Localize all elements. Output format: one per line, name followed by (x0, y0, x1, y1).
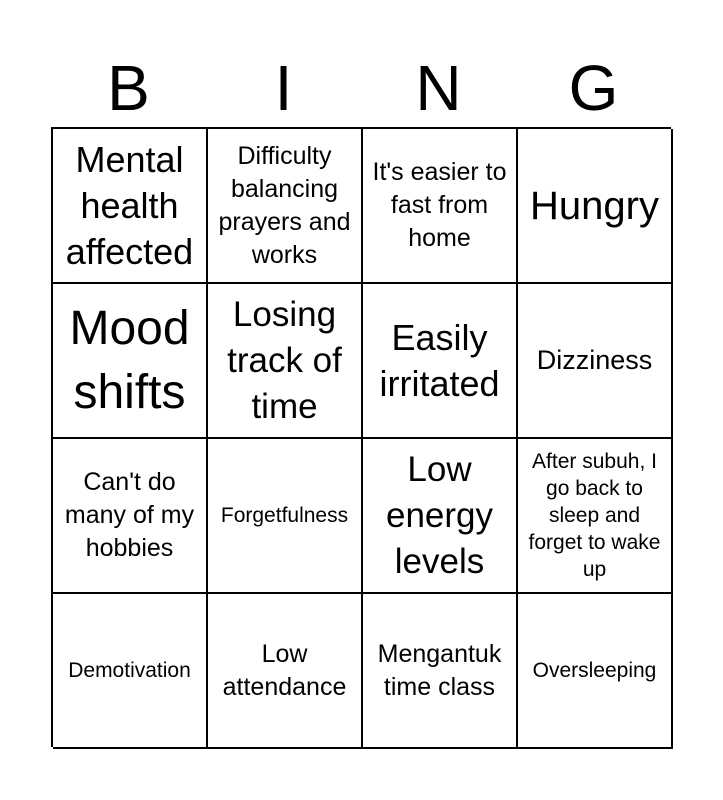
bingo-cell[interactable] (518, 439, 673, 594)
bingo-cell[interactable] (53, 439, 208, 594)
cell-text: Demotivation (68, 659, 191, 682)
bingo-cell[interactable] (363, 129, 518, 284)
cell-text: Oversleeping (532, 659, 657, 682)
cell-text: Hungry (530, 183, 659, 228)
bingo-cell[interactable] (518, 594, 673, 749)
bingo-cell[interactable] (208, 284, 363, 439)
cell-text: Can't do many of my hobbies (64, 468, 195, 562)
bingo-cell[interactable] (363, 439, 518, 594)
bingo-cell[interactable] (518, 284, 673, 439)
cell-text: Mood shifts (69, 301, 190, 419)
bingo-cell[interactable] (53, 594, 208, 749)
cell-text: Low energy levels (385, 449, 494, 581)
bingo-header (51, 50, 671, 126)
bingo-cell[interactable] (518, 129, 673, 284)
bingo-cell[interactable] (363, 284, 518, 439)
bingo-grid (51, 127, 671, 747)
bingo-cell[interactable] (208, 594, 363, 749)
cell-text: Losing track of time (227, 294, 342, 426)
cell-text: Mengantuk time class (377, 639, 502, 701)
bingo-cell[interactable] (53, 129, 208, 284)
header-letter-i: I (274, 52, 293, 124)
header-letter-n: N (415, 52, 462, 124)
cell-text: After subuh, I go back to sleep and forget to wake up (528, 450, 661, 581)
cell-text: Forgetfulness (220, 504, 349, 527)
bingo-cell[interactable] (208, 439, 363, 594)
header-letter-g: G (568, 52, 619, 124)
header-letter-b: B (107, 52, 150, 124)
cell-text: Mental health affected (65, 138, 194, 272)
cell-text: Difficulty balancing prayers and works (218, 141, 351, 269)
bingo-cell[interactable] (53, 284, 208, 439)
cell-text: It's easier to fast from home (372, 158, 507, 252)
cell-text: Low attendance (222, 639, 347, 701)
bingo-cell[interactable] (208, 129, 363, 284)
bingo-cell[interactable] (363, 594, 518, 749)
cell-text: Dizziness (536, 345, 653, 375)
cell-text: Easily irritated (379, 316, 500, 404)
